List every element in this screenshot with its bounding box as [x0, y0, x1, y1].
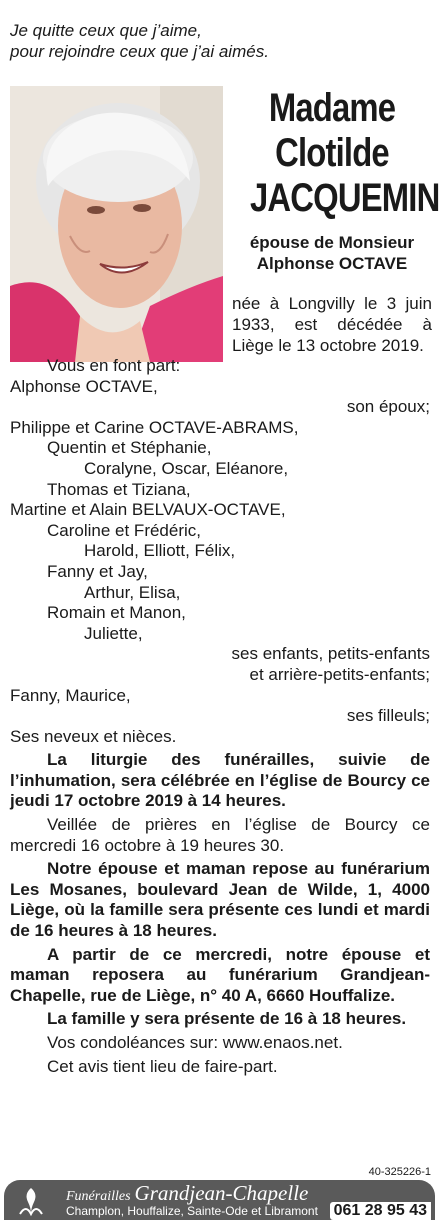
vigil-notice: Veillée de prières en l’église de Bourcy ce mercredi 16 octobre à 19 heures 30.	[10, 815, 430, 855]
liturgy-notice: La liturgie des funérailles, suivie de l’inhumation, sera célébrée en l’église de Bourcy ce jeudi 17 octobre 2019 à 14 heures.	[10, 750, 430, 811]
family-list	[10, 418, 430, 645]
funeral-home-logo-icon	[14, 1184, 48, 1218]
faire-part-notice: Cet avis tient lieu de faire-part.	[47, 1056, 278, 1076]
birth-death-info	[232, 293, 432, 356]
portrait-photo	[10, 86, 223, 362]
nephews-nieces: Ses neveux et nièces.	[10, 726, 177, 746]
family-intro: Vous en font part:	[47, 356, 181, 375]
family-member-line: Romain et Manon,	[47, 603, 186, 623]
family-presence-notice: La famille y sera présente de 16 à 18 heures.	[47, 1009, 407, 1029]
family-member-line: Fanny et Jay,	[47, 561, 148, 581]
family-member-line: Juliette,	[84, 623, 143, 643]
name-title: Madame	[268, 86, 396, 130]
born-line-3: Liège le 13 octobre 2019.	[232, 336, 424, 355]
funeral-home-name	[66, 1181, 308, 1206]
funeral-home-banner	[4, 1180, 435, 1220]
family-member-line: Harold, Elliott, Félix,	[84, 541, 236, 561]
family-member-line: Quentin et Stéphanie,	[47, 438, 212, 458]
born-line-1: née à Longvilly le 3 juin	[232, 294, 432, 313]
brand-prefix: Funérailles	[66, 1189, 131, 1204]
phone-number: 061 28 95 43	[330, 1202, 431, 1220]
deceased-name	[250, 86, 439, 221]
quote-line-1: Je quitte ceux que j’aime,	[10, 21, 202, 40]
funeral-home-locations: Champlon, Houffalize, Sainte-Ode et Libramont	[66, 1204, 318, 1218]
spouse-info	[232, 232, 432, 274]
spouse-role: son époux;	[346, 397, 430, 417]
family-member-line: Caroline et Frédéric,	[47, 520, 202, 540]
quote-line-2: pour rejoindre ceux que j’ai aimés.	[10, 42, 269, 61]
family-member-line: Coralyne, Oscar, Eléanore,	[84, 458, 289, 478]
name-first: Clotilde	[275, 131, 389, 175]
family-member-line: Philippe et Carine OCTAVE-ABRAMS,	[10, 417, 299, 437]
born-line-2: 1933, est décédée à	[232, 315, 432, 334]
family-member-line: Thomas et Tiziana,	[47, 479, 191, 499]
children-role-1: ses enfants, petits-enfants	[231, 644, 430, 664]
family-member-line: Martine et Alain BELVAUX-OCTAVE,	[10, 500, 286, 520]
family-member-line: Arthur, Elisa,	[84, 582, 181, 602]
children-role-2: et arrière-petits-enfants;	[249, 664, 430, 684]
godchildren: Fanny, Maurice,	[10, 685, 131, 705]
epitaph-quote	[10, 20, 430, 62]
condolences-notice: Vos condoléances sur: www.enaos.net.	[47, 1033, 343, 1052]
announcement-body	[10, 356, 430, 1077]
funeral-home-notice-1: Notre épouse et maman repose au funérarium Les Mosanes, boulevard Jean de Wilde, 1, 4000 Liège, où la famille sera présente ces lundi et mardi de 16 heures à 18 heures.	[10, 859, 430, 941]
reference-number: 40-325226-1	[368, 1166, 431, 1178]
spouse-name: Alphonse OCTAVE,	[10, 376, 158, 396]
spouse-line-1: épouse de Monsieur	[249, 233, 415, 252]
funeral-home-notice-2: A partir de ce mercredi, notre épouse et maman reposera au funérarium Grandjean-Chapelle, rue de Liège, n° 40 A, 6660 Houffalize.	[10, 944, 430, 1005]
portrait-illustration	[10, 86, 223, 362]
brand-name: Grandjean-Chapelle	[134, 1181, 309, 1205]
spouse-line-2: Alphonse OCTAVE	[256, 254, 408, 273]
name-last: JACQUEMIN	[250, 176, 439, 220]
godchildren-role: ses filleuls;	[346, 706, 430, 726]
